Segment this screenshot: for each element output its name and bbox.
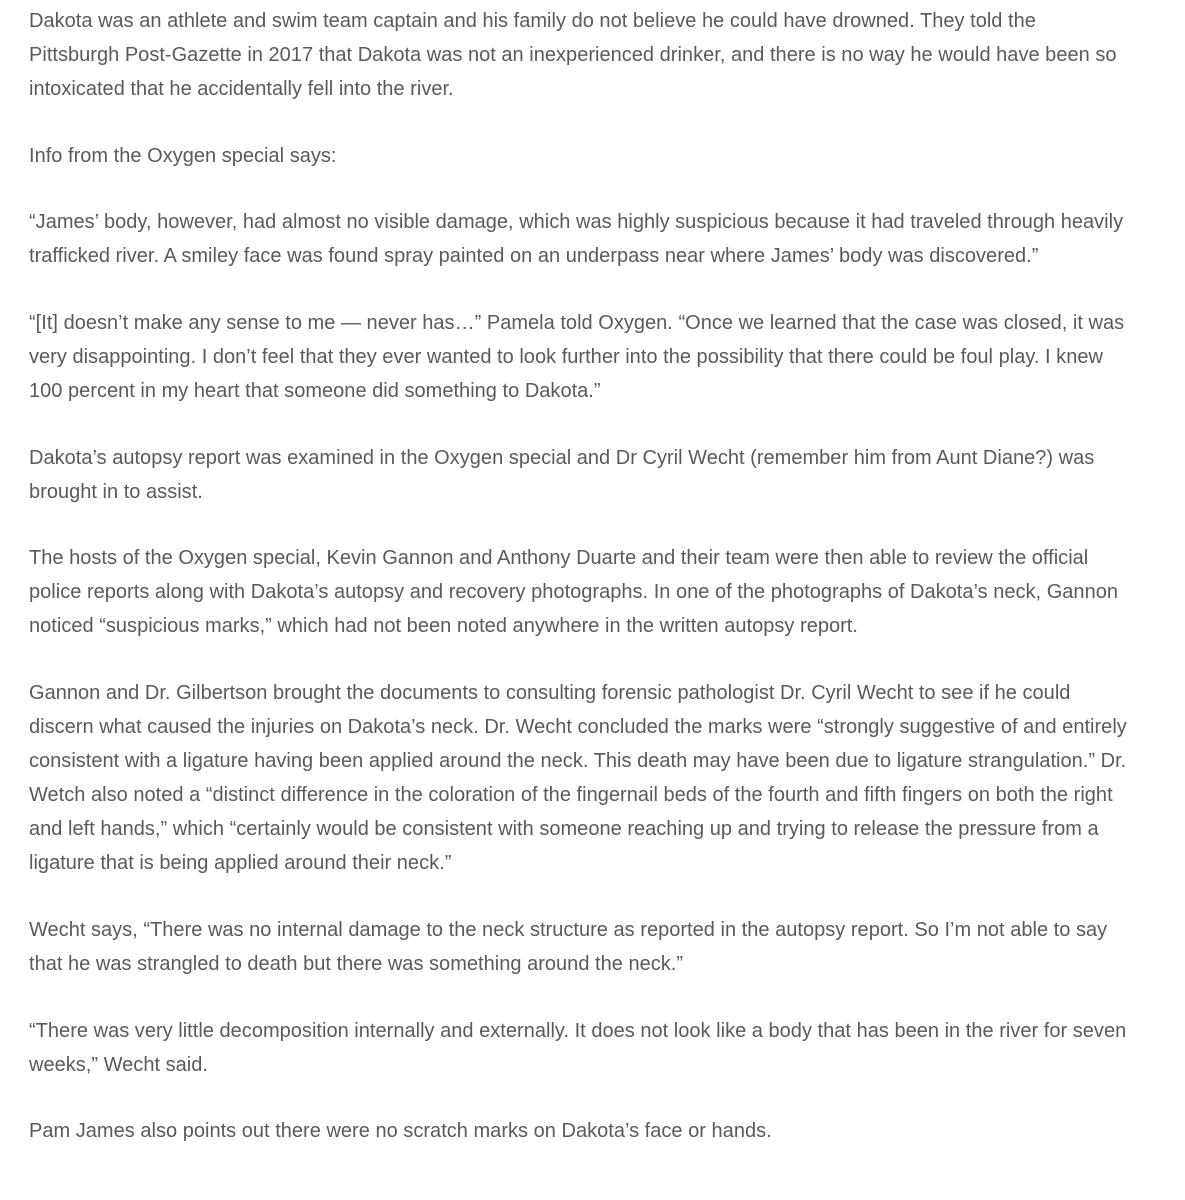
article-paragraph: “[It] doesn’t make any sense to me — never has…” Pamela told Oxygen. “Once we learned that the case was closed, it was very disappointing. I don’t feel that they ever wanted to look further into the possibility that there could be foul play. I knew 100 percent in my heart that someone did something to Dakota.” bbox=[29, 312, 1125, 403]
article-paragraph: “James’ body, however, had almost no visible damage, which was highly suspicious because it had traveled through heavily trafficked river. A smiley face was found spray painted on an underpass near where James’ body was discovered.” bbox=[29, 211, 1124, 268]
article-paragraph: Gannon and Dr. Gilbertson brought the documents to consulting forensic pathologist Dr. Cyril Wecht to see if he could discern what caused the injuries on Dakota’s neck. Dr. Wecht concluded the marks were “strongly suggestive of and entirely consistent with a ligature having been applied around the neck. This death may have been due to ligature strangulation.” Dr. Wetch also noted a “distinct difference in the coloration of the fingernail beds of the fourth and fifth fingers on both the right and left hands,” which “certainly would be consistent with someone reaching up and trying to release the pressure from a ligature that is being applied around their neck.” bbox=[29, 682, 1127, 875]
article-paragraph: “There was very little decomposition internally and externally. It does not look like a body that has been in the river for seven weeks,” Wecht said. bbox=[29, 1019, 1127, 1076]
article-paragraph: The hosts of the Oxygen special, Kevin Gannon and Anthony Duarte and their team were then able to review the official police reports along with Dakota’s autopsy and recovery photographs. In one of the photographs of Dakota’s neck, Gannon noticed “suspicious marks,” which had not been noted anywhere in the written autopsy report. bbox=[29, 547, 1118, 638]
article-paragraph: Pam James also points out there were no scratch marks on Dakota’s face or hands. bbox=[29, 1120, 772, 1143]
article-paragraph: Dakota was an athlete and swim team captain and his family do not believe he could have drowned. They told the Pittsburgh Post-Gazette in 2017 that Dakota was not an inexperienced drinker, and there is no way he would have been so intoxicated that he accidentally fell into the river. bbox=[29, 10, 1117, 100]
article-paragraph: Info from the Oxygen special says: bbox=[29, 144, 337, 167]
article-paragraph: Wecht says, “There was no internal damage to the neck structure as reported in the autopsy report. So I’m not able to say that he was strangled to death but there was something around the neck.” bbox=[29, 918, 1108, 975]
article-body bbox=[29, 4, 1129, 1148]
article-paragraph: Dakota’s autopsy report was examined in the Oxygen special and Dr Cyril Wecht (remember him from Aunt Diane?) was brought in to assist. bbox=[29, 446, 1095, 503]
